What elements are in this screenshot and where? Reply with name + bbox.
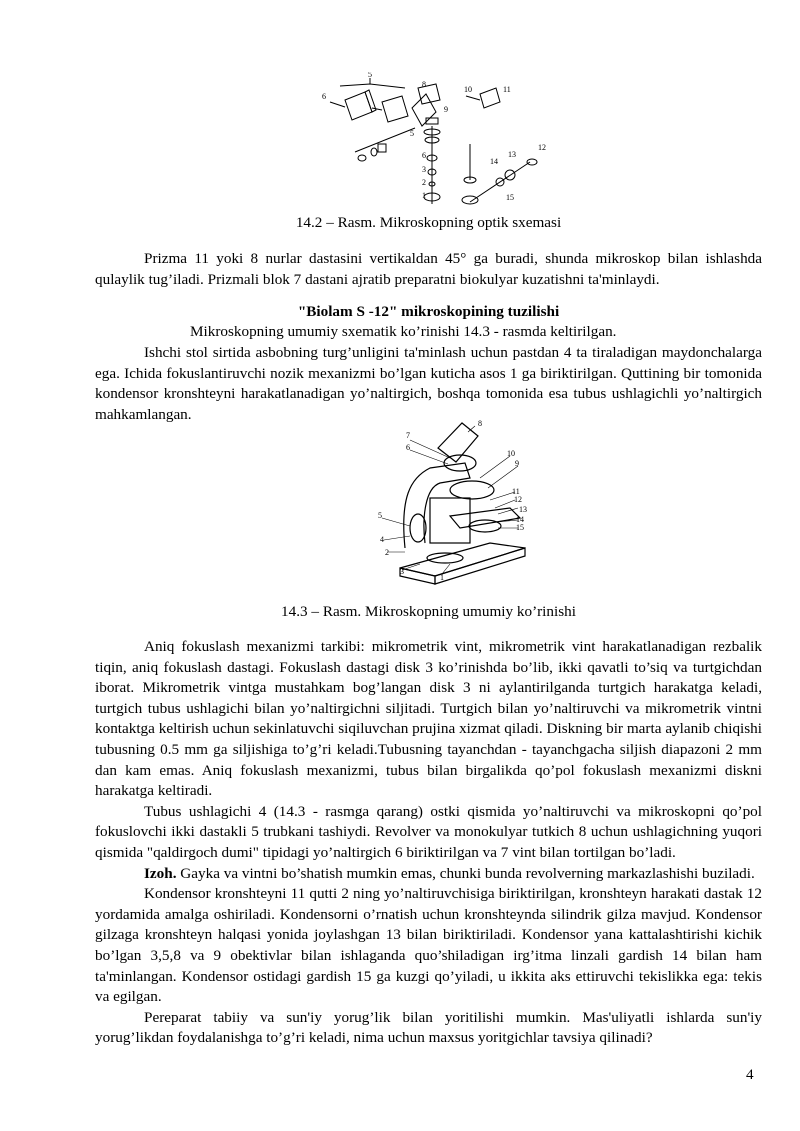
svg-text:6: 6 <box>406 443 410 452</box>
svg-text:6: 6 <box>422 151 426 160</box>
paragraph-fine-focus-text: Aniq fokuslash mexanizmi tarkibi: mikrometrik vint, mikrometrik vint harakatlanadigan rezbalik tiqin, aniq fokuslash dastagi. Fokuslash dastagi disk 3 ko’rinishda bo’lib, ikki qavatli to’siq va turtgichdan iborat. Mikrometrik vintga mustahkam bog’langan disk 3 ni aylantirilganda turtgich harakatga keladi, turtgich tubus ushlagichi bilan yo’naltirgichni siljitadi. Turtgich bilan yo’naltiruvchi va mikrometrik vintni kontaktga keltirish uchun sekinlatuvchi siqiluvchan prujina xizmat qiladi. Diskning bir marta aylanib chiqishi tubusning 0.5 mm ga siljishiga to’g’ri keladi.Tubusning tayanchdan - tayanchgacha siljish diapazoni 2 mm dan kam emas. Aniq fokuslash mexanizmi, tubus bilan birgalikda qo’pol fokuslash mexanizmi diskni harakatga keltiradi. <box>95 638 762 800</box>
svg-text:12: 12 <box>514 495 522 504</box>
svg-text:2: 2 <box>385 548 389 557</box>
optical-scheme-drawing <box>310 72 550 212</box>
svg-text:15: 15 <box>516 523 524 532</box>
note-text: Gayka va vintni bo’shatish mumkin emas, chunki bunda revolverning markazlashishi buziladi. <box>176 864 755 882</box>
svg-text:13: 13 <box>508 150 516 159</box>
microscope-general-drawing <box>370 418 540 588</box>
svg-text:2: 2 <box>422 178 426 187</box>
paragraph-fine-focus <box>95 637 762 1049</box>
paragraph-table-text: Ishchi stol sirtida asbobning turg’unligini ta'minlash uchun pastdan 4 ta tiraladigan maydonchalarga ega. Ichida fokuslantiruvchi nozik mexanizmi bo’lgan kuticha asos 1 ga biriktirilgan. Quttining bir tomonida kondensor kronshteyni harakatlanadigan yo’naltirgich, boshqa tomonida esa tubus ushlagichli yo’naltirgich mahkamlangan. <box>95 344 762 423</box>
optical-scheme-figure <box>310 72 550 212</box>
svg-text:10: 10 <box>507 449 515 458</box>
figure-caption-14-3: 14.3 – Rasm. Mikroskopning umumiy ko’rinishi <box>281 603 576 620</box>
paragraph-lighting: Pereparat tabiiy va sun'iy yorug’lik bilan yoritilishi mumkin. Mas'uliyatli ishlarda sun'iy yorug’likdan foydalanishga to’g’ri keladi, nima uchun maxsus yoritgichlar tavsiya qilinadi? <box>95 1008 762 1047</box>
svg-text:15: 15 <box>506 193 514 202</box>
page-number: 4 <box>746 1066 754 1083</box>
svg-text:8: 8 <box>478 419 482 428</box>
svg-text:3: 3 <box>422 165 426 174</box>
svg-text:5: 5 <box>378 511 382 520</box>
svg-text:9: 9 <box>444 105 448 114</box>
microscope-general-figure <box>370 418 540 588</box>
figure-caption-14-2: 14.2 – Rasm. Mikroskopning optik sxemasi <box>295 214 562 231</box>
svg-text:10: 10 <box>464 85 472 94</box>
svg-text:9: 9 <box>515 459 519 468</box>
svg-text:13: 13 <box>519 505 527 514</box>
paragraph-table <box>95 343 762 425</box>
paragraph-prism <box>95 249 762 290</box>
svg-text:11: 11 <box>503 85 511 94</box>
svg-text:11: 11 <box>512 487 520 496</box>
svg-text:14: 14 <box>516 515 524 524</box>
svg-text:7: 7 <box>406 431 410 440</box>
paragraph-tube-holder: Tubus ushlagichi 4 (14.3 - rasmga qarang) ostki qismida yo’naltiruvchi va mikroskopni qo’pol fokuslovchi ikki dastakli 5 trubkani tashiydi. Revolver va monokulyar tutkich 8 uchun ushlagichning yuqori qismida "qaldirgoch dumi" tipidagi yo’naltirgich 6 biriktirilgan va 7 vint bilan tortilgan bo’ladi. <box>95 802 762 861</box>
svg-text:3: 3 <box>400 567 404 576</box>
svg-text:5: 5 <box>410 129 414 138</box>
svg-text:4: 4 <box>380 535 384 544</box>
svg-text:12: 12 <box>538 143 546 152</box>
svg-text:1: 1 <box>440 573 444 582</box>
paragraph-note <box>95 864 762 885</box>
paragraph-prism-text: Prizma 11 yoki 8 nurlar dastasini vertikaldan 45° ga buradi, shunda mikroskop bilan ishlashda qulaylik tug’iladi. Prizmali blok 7 dastani ajratib preparatni biokulyar kuzatishni ta'minlaydi. <box>95 250 762 288</box>
paragraph-condenser: Kondensor kronshteyni 11 qutti 2 ning yo’naltiruvchisiga biriktirilgan, kronshteyn harakati dastak 12 yordamida amalga oshiriladi. Kondensorni o’rnatish uchun kronshteynda silindrik gilza mavjud. Kondensor gilzaga kronshteyn halqasi yonida joylashgan 13 bilan biriktiriladi. Kondensor yana kattalashtirishi kichik bo’lgan 3,5,8 va 9 obektivlar bilan ishlaganda quo’shiladigan irg’itma linzali gardish 14 bilan ham ta'minlangan. Kondensor ostidagi gardish 15 ga kuzgi qo’yiladi, u ikkita aks ettiruvchi tekislikka ega: tekis va egilgan. <box>95 885 762 1006</box>
svg-text:1: 1 <box>422 191 426 200</box>
section-subheading: Mikroskopning umumiy sxematik ko’rinishi 14.3 - rasmda keltirilgan. <box>190 323 617 340</box>
svg-text:5: 5 <box>368 72 372 79</box>
svg-text:14: 14 <box>490 157 498 166</box>
svg-text:6: 6 <box>322 92 326 101</box>
svg-text:8: 8 <box>422 80 426 89</box>
note-label: Izoh. <box>144 864 177 882</box>
section-heading: "Biolam S -12" mikroskopining tuzilishi <box>297 303 560 320</box>
